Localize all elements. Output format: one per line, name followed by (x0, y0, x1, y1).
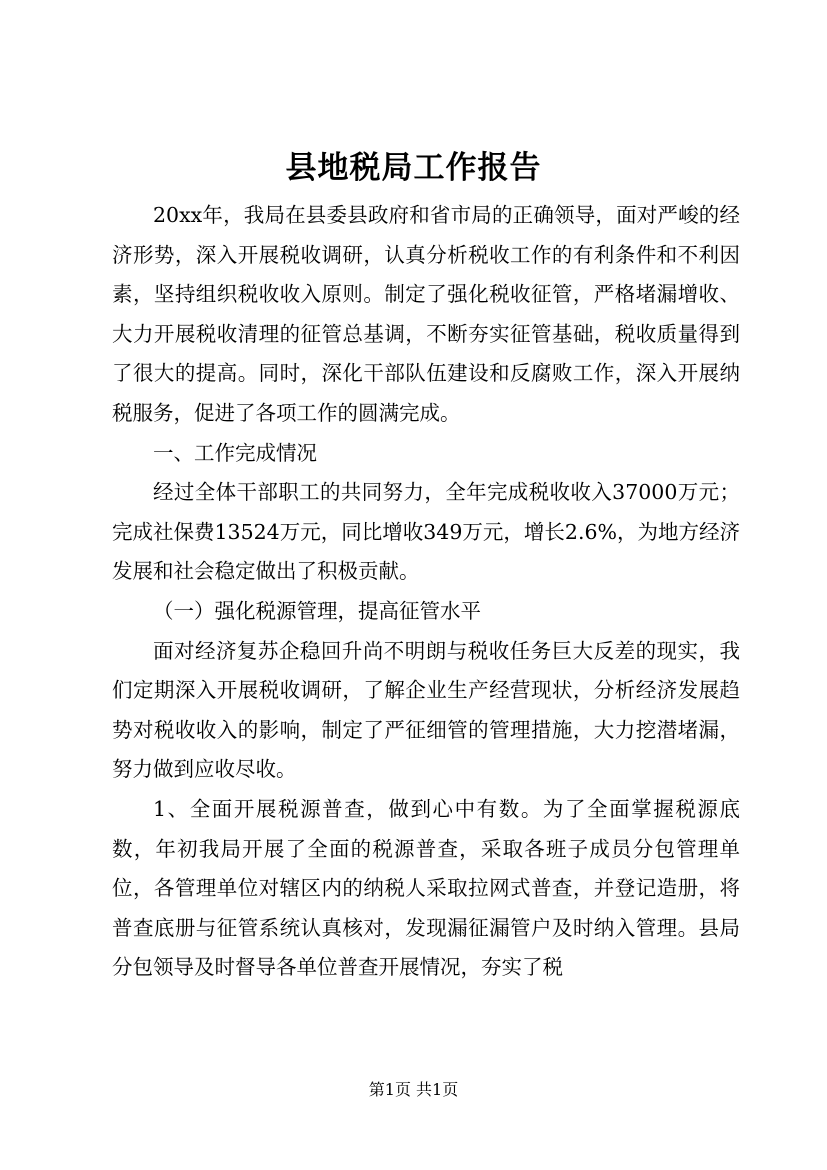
subsection-heading-1: （一）强化税源管理，提高征管水平 (153, 598, 481, 623)
document-body (112, 196, 740, 988)
document-title: 县地税局工作报告 (285, 150, 542, 186)
page-footer: 第1页 共1页 (368, 1080, 459, 1099)
section-heading-1: 一、工作完成情况 (153, 440, 317, 465)
paragraph-tax-source: 面对经济复苏企稳回升尚不明朗与税收任务巨大反差的现实，我们定期深入开展税收调研，了解企业生产经营现状，分析经济发展趋势对税收收入的影响，制定了严征细管的管理措施，大力挖潜堵漏，努力做到应收尽收。 (112, 638, 740, 782)
paragraph-intro: 20xx年，我局在县委县政府和省市局的正确领导，面对严峻的经济形势，深入开展税收调研，认真分析税收工作的有利条件和不利因素，坚持组织税收收入原则。制定了强化税收征管，严格堵漏增收、大力开展税收清理的征管总基调，不断夯实征管基础，税收质量得到了很大的提高。同时，深化干部队伍建设和反腐败工作，深入开展纳税服务，促进了各项工作的圆满完成。 (112, 203, 740, 425)
paragraph-completion: 经过全体干部职工的共同努力，全年完成税收收入37000万元；完成社保费13524万元，同比增收349万元，增长2.6%，为地方经济发展和社会稳定做出了积极贡献。 (112, 480, 740, 584)
paragraph-census: 1、全面开展税源普查，做到心中有数。为了全面掌握税源底数，年初我局开展了全面的税源普查，采取各班子成员分包管理单位，各管理单位对辖区内的纳税人采取拉网式普查，并登记造册，将普查底册与征管系统认真核对，发现漏征漏管户及时纳入管理。县局分包领导及时督导各单位普查开展情况，夯实了税 (112, 796, 740, 980)
